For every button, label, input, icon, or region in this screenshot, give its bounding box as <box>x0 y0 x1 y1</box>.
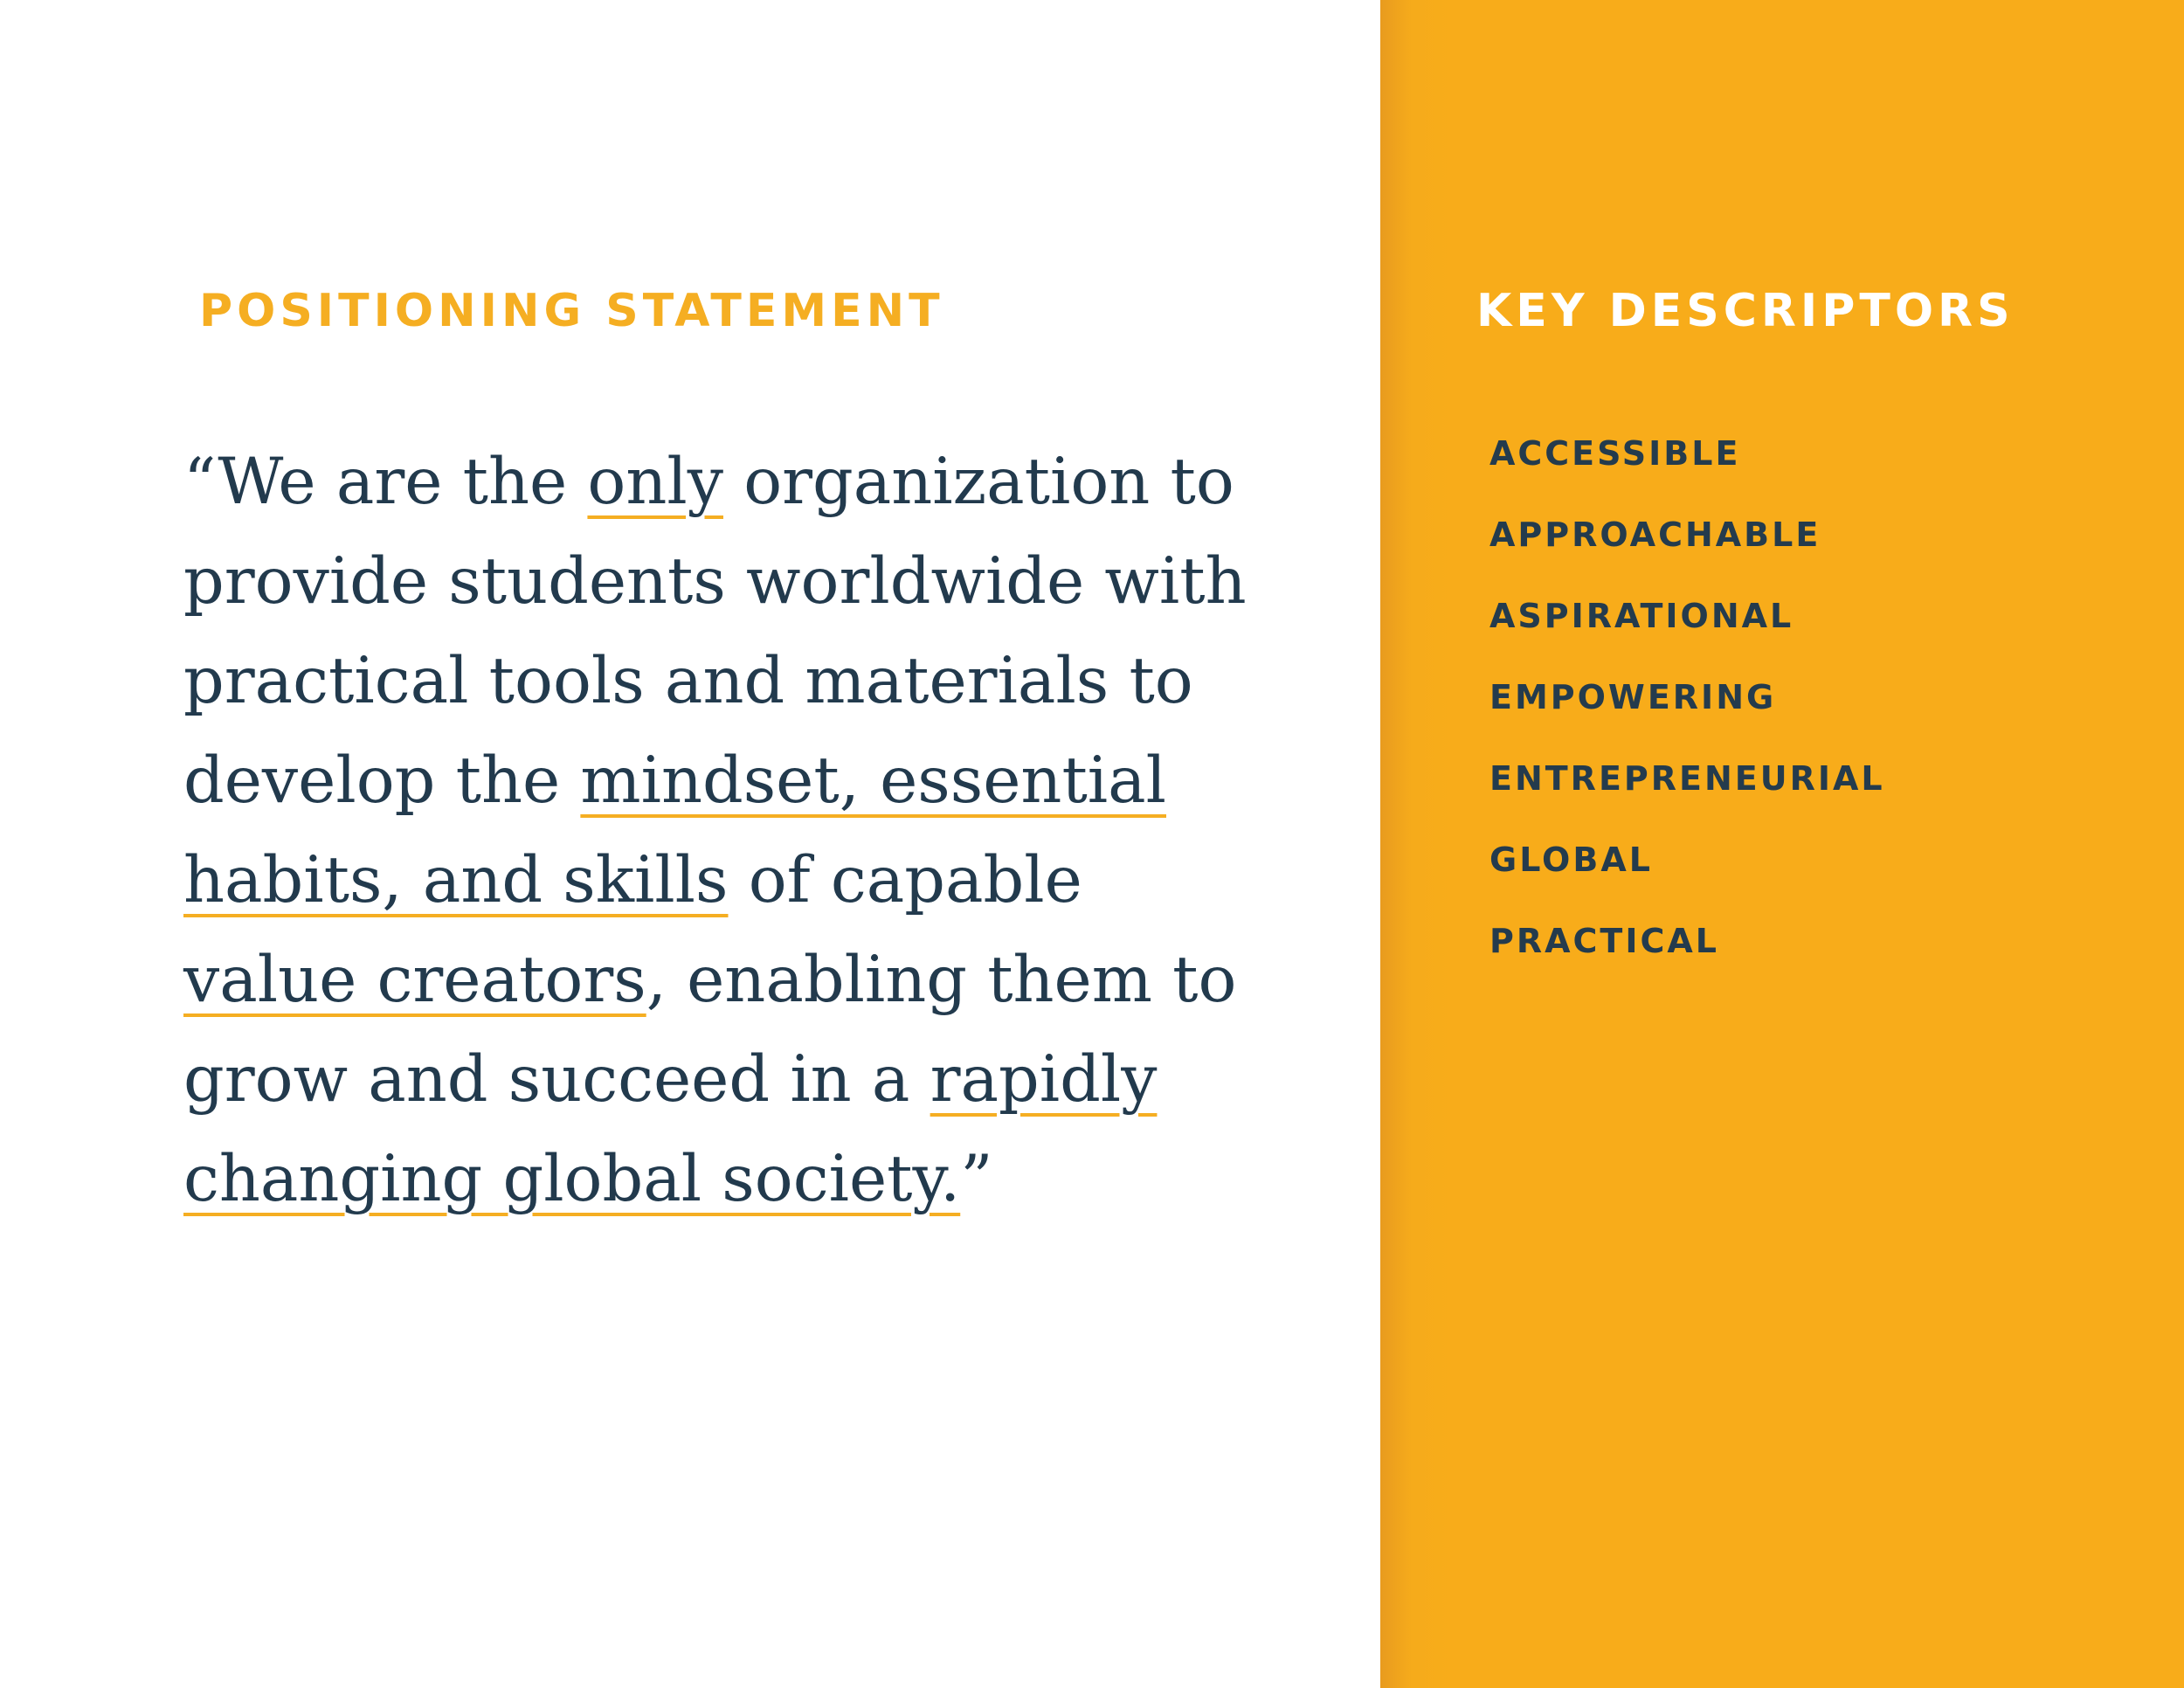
statement-line <box>183 432 1275 532</box>
highlighted-phrase: only <box>587 445 723 519</box>
statement-text: of capable <box>728 843 1082 917</box>
descriptor-list <box>1489 434 1885 1006</box>
statement-line <box>183 1130 1275 1229</box>
highlighted-phrase: changing global society. <box>183 1142 961 1216</box>
highlighted-phrase: rapidly <box>930 1042 1158 1117</box>
statement-text: provide students worldwide with <box>183 544 1247 619</box>
statement-text: practical tools and materials to <box>183 644 1193 718</box>
statement-text: ” <box>960 1142 993 1216</box>
statement-text: , enabling them to <box>646 943 1237 1017</box>
positioning-statement <box>183 432 1275 1229</box>
statement-text: develop the <box>183 744 581 818</box>
descriptor-item: ENTREPRENEURIAL <box>1489 759 1885 798</box>
highlighted-phrase: value creators <box>183 943 646 1017</box>
descriptor-item: GLOBAL <box>1489 841 1653 879</box>
highlighted-phrase: mindset, essential <box>580 744 1166 818</box>
statement-line <box>183 831 1275 930</box>
descriptors-heading: KEY DESCRIPTORS <box>1476 285 2015 337</box>
descriptor-item: PRACTICAL <box>1489 922 1719 960</box>
highlighted-phrase: habits, and skills <box>183 843 729 917</box>
statement-line <box>183 930 1275 1030</box>
positioning-heading: POSITIONING STATEMENT <box>199 285 944 337</box>
statement-text: “We are the <box>183 445 588 519</box>
statement-text: organization to <box>722 445 1234 519</box>
descriptor-item: ACCESSIBLE <box>1489 434 1741 473</box>
statement-line <box>183 731 1275 831</box>
statement-text: grow and succeed in a <box>183 1042 930 1117</box>
descriptor-item: EMPOWERING <box>1489 678 1777 716</box>
statement-line <box>183 532 1275 632</box>
statement-line <box>183 1030 1275 1130</box>
descriptor-item: ASPIRATIONAL <box>1489 597 1794 635</box>
statement-line <box>183 632 1275 731</box>
descriptor-item: APPROACHABLE <box>1489 515 1821 554</box>
